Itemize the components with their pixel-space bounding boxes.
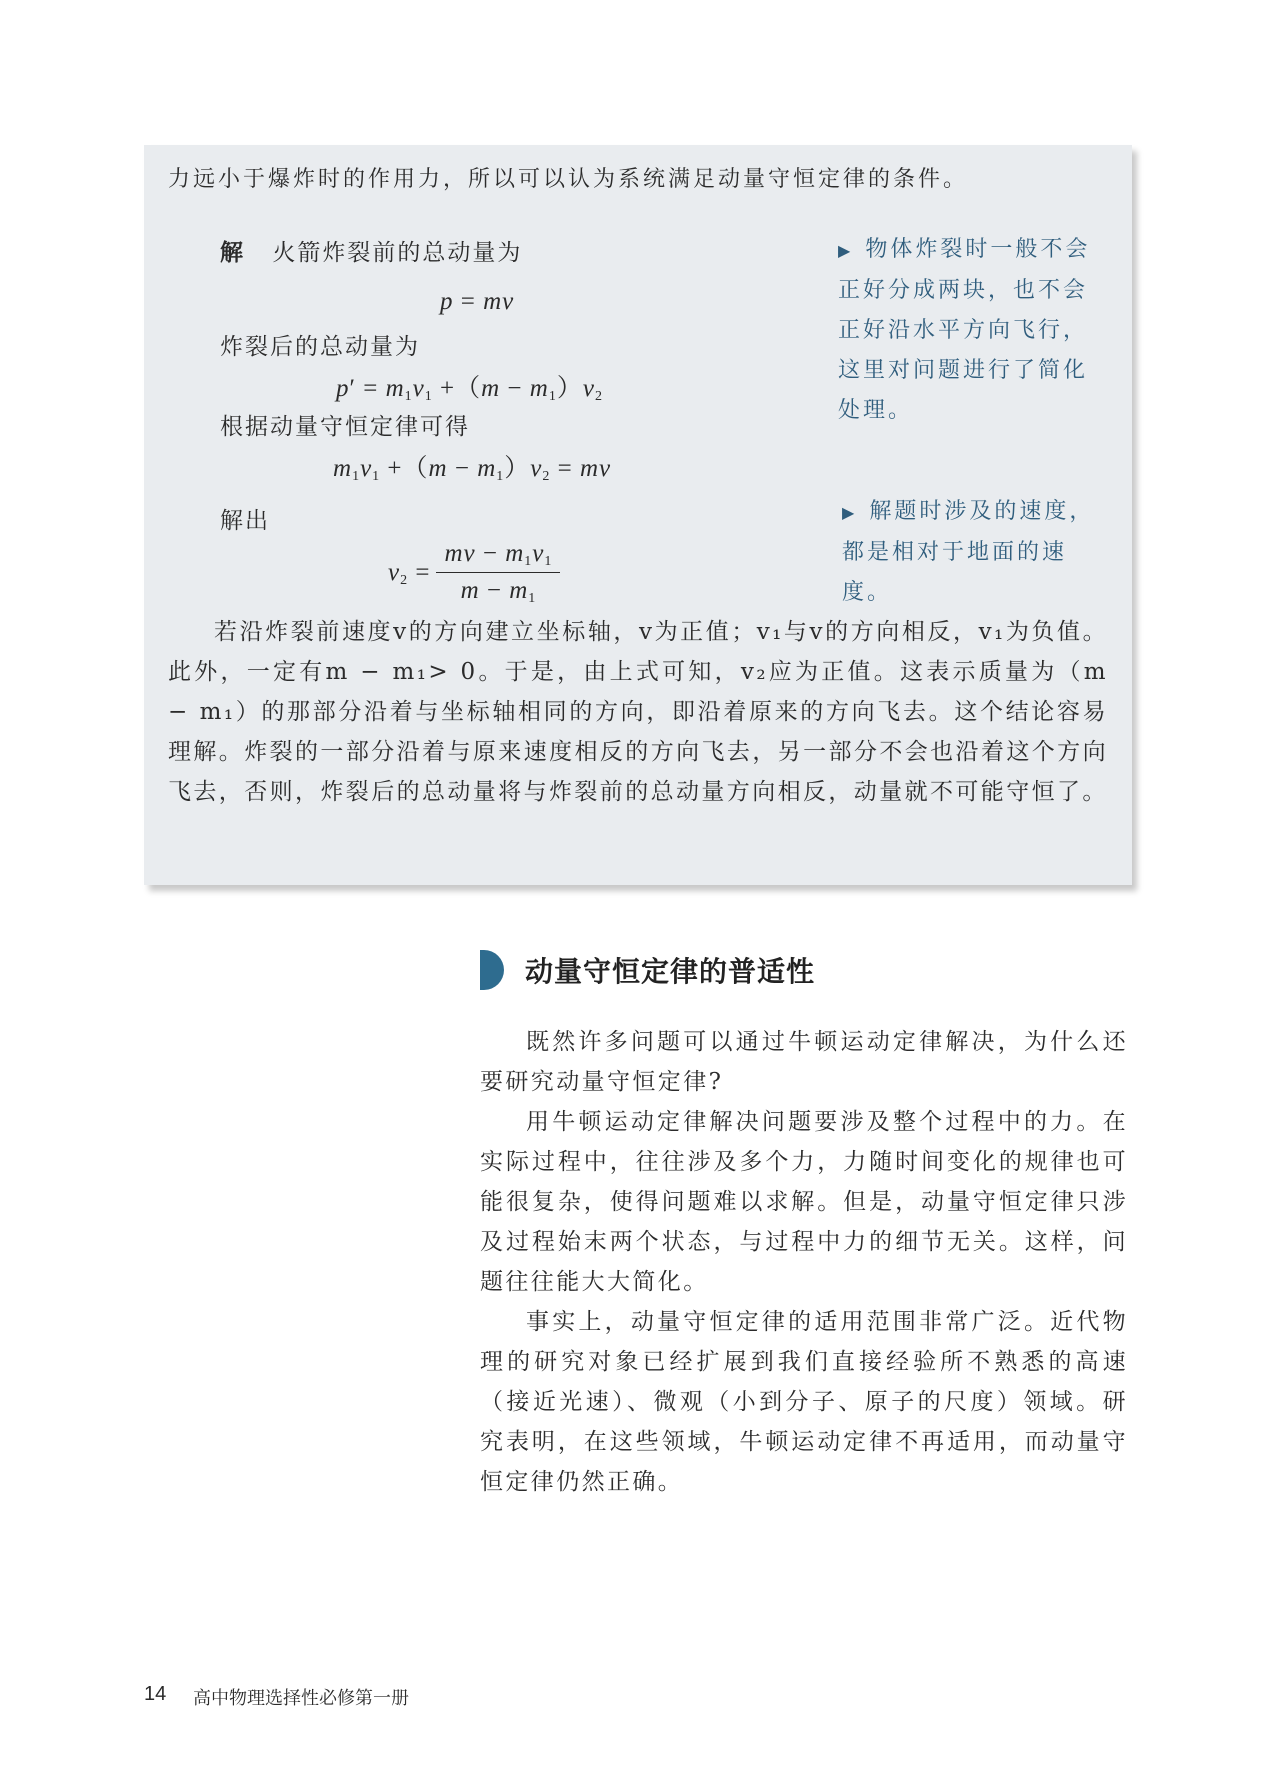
example-conclusion-paragraph: 若沿炸裂前速度v的方向建立坐标轴，v为正值；v₁与v的方向相反，v₁为负值。此外，一定有m − m₁> 0。于是，由上式可知，v₂应为正值。这表示质量为（m − m₁）的那部分沿着与坐标轴相同的方向，即沿着原来的方向飞去。这个结论容易理解。炸裂的一部分沿着与原来速度相反的方向飞去，另一部分不会也沿着这个方向飞去，否则，炸裂后的总动量将与炸裂前的总动量方向相反，动量就不可能守恒了。: [168, 619, 1108, 805]
solution-line-1: [220, 234, 522, 267]
fraction: $\frac{mv - m_1v_1}{m - m_1}$: [440, 540, 556, 607]
solution-line-2: 炸裂后的总动量为: [220, 334, 420, 360]
section-paragraph-3: 事实上，动量守恒定律的适用范围非常广泛。近代物理的研究对象已经扩展到我们直接经验所不熟悉的高速（接近光速）、微观（小到分子、原子的尺度）领域。研究表明，在这些领域，牛顿运动定律不再适用，而动量守恒定律仍然正确。: [480, 1309, 1128, 1495]
section-paragraph-2: 用牛顿运动定律解决问题要涉及整个过程中的力。在实际过程中，往往涉及多个力，力随时间变化的规律也可能很复杂，使得问题难以求解。但是，动量守恒定律只涉及过程始末两个状态，与过程中力的细节无关。这样，问题往往能大大简化。: [480, 1109, 1128, 1295]
page-number: 14: [144, 1683, 167, 1705]
section-marker-icon: [480, 950, 504, 990]
book-title: 高中物理选择性必修第一册: [193, 1688, 409, 1709]
equation-3: $m_1v_1 +(m - m_1)v_2$ = mv: [333, 455, 612, 484]
solution-line-4: 解出: [220, 508, 270, 534]
equation-2: $p' = m_1v_1 +(m - m_1)v_2$: [336, 375, 603, 404]
solve-label: 解: [220, 240, 245, 266]
equation-4: $v_2$ = $\frac{mv - m_1v_1}{m - m_1}$: [388, 540, 556, 607]
solution-line-3: 根据动量守恒定律可得: [220, 414, 470, 440]
triangle-bullet-icon: ▶: [842, 503, 858, 522]
example-intro: 力远小于爆炸时的作用力，所以可以认为系统满足动量守恒定律的条件。: [168, 167, 969, 192]
section-paragraph-1: 既然许多问题可以通过牛顿运动定律解决，为什么还要研究动量守恒定律?: [480, 1029, 1128, 1095]
side-note-2: ▶ 解题时涉及的速度，都是相对于地面的速度。: [842, 499, 1095, 605]
equation-1: p = mv: [440, 288, 515, 315]
solution-text-1: 火箭炸裂前的总动量为: [272, 240, 523, 266]
side-note-1: ▶ 物体炸裂时一般不会正好分成两块，也不会正好沿水平方向飞行，这里对问题进行了简化处理。: [838, 237, 1091, 423]
section-title: 动量守恒定律的普适性: [525, 955, 816, 988]
triangle-bullet-icon: ▶: [838, 241, 854, 260]
